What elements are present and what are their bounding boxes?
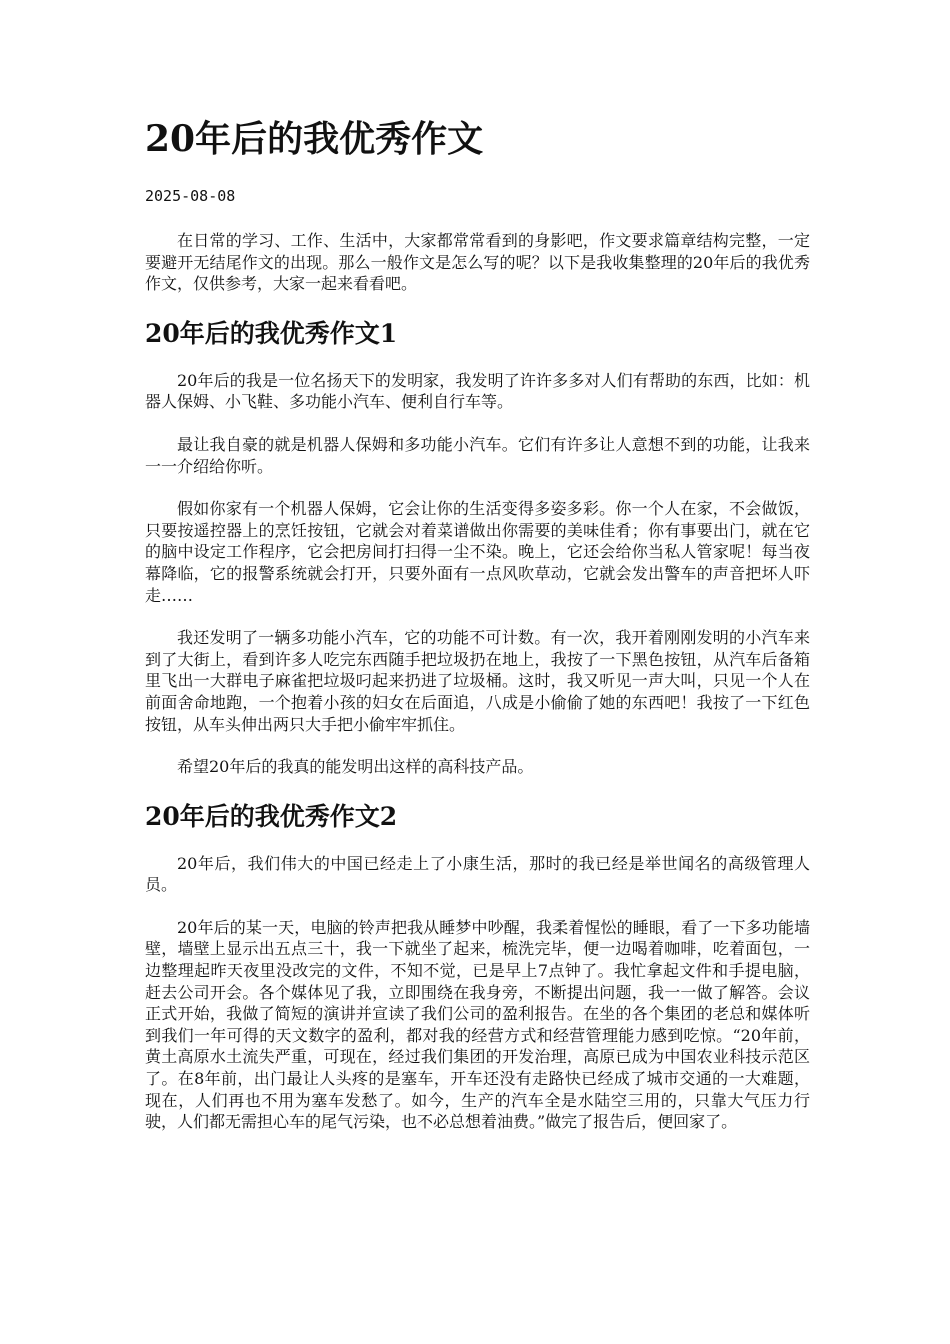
intro-paragraph: 在日常的学习、工作、生活中，大家都常常看到的身影吧，作文要求篇章结构完整，一定要避开无结尾作文的出现。那么一般作文是怎么写的呢？以下是我收集整理的20年后的我优秀作文，仅供参考，大家一起来看看吧。 [145, 231, 810, 294]
publish-date: 2025-08-08 [145, 187, 236, 205]
document-page [145, 110, 810, 1154]
paragraph: 我还发明了一辆多功能小汽车，它的功能不可计数。有一次，我开着刚刚发明的小汽车来到了大街上，看到许多人吃完东西随手把垃圾扔在地上，我按了一下黑色按钮，从汽车后备箱里飞出一大群电子麻雀把垃圾叼起来扔进了垃圾桶。这时，我又听见一声大叫，只见一个人在前面舍命地跑，一个抱着小孩的妇女在后面追，八成是小偷偷了她的东西吧！我按了一下红色按钮，从车头伸出两只大手把小偷牢牢抓住。 [145, 628, 810, 734]
essay-section-2 [145, 799, 810, 1133]
section-heading: 20年后的我优秀作文2 [145, 801, 398, 831]
page-title: 20年后的我优秀作文 [145, 118, 484, 160]
paragraph: 希望20年后的我真的能发明出这样的高科技产品。 [177, 757, 534, 777]
paragraph: 20年后的某一天，电脑的铃声把我从睡梦中吵醒，我柔着惺忪的睡眼，看了一下多功能墙壁，墙壁上显示出五点三十，我一下就坐了起来，梳洗完毕，便一边喝着咖啡，吃着面包，一边整理起昨天夜里没改完的文件，不知不觉，已是早上7点钟了。我忙拿起文件和手提电脑，赶去公司开会。各个媒体见了我，立即围绕在我身旁，不断提出问题，我一一做了解答。会议正式开始，我做了简短的演讲并宣读了我们公司的盈利报告。在坐的各个集团的老总和媒体听到我们一年可得的天文数字的盈利，都对我的经营方式和经营管理能力感到吃惊。“20年前，黄土高原水土流失严重，可现在，经过我们集团的开发治理，高原已成为中国农业科技示范区了。在8年前，出门最让人头疼的是塞车，开车还没有走路快已经成了城市交通的一大难题，现在，人们再也不用为塞车发愁了。如今，生产的汽车全是水陆空三用的，只靠大气压力行驶，人们都无需担心车的尾气污染，也不必总想着油费。”做完了报告后，便回家了。 [145, 917, 810, 1132]
section-heading: 20年后的我优秀作文1 [145, 318, 398, 348]
essay-section-1 [145, 316, 810, 778]
paragraph: 假如你家有一个机器人保姆，它会让你的生活变得多姿多彩。你一个人在家，不会做饭，只要按遥控器上的烹饪按钮，它就会对着菜谱做出你需要的美味佳肴；你有事要出门，就在它的脑中设定工作程序，它会把房间打扫得一尘不染。晚上，它还会给你当私人管家呢！每当夜幕降临，它的报警系统就会打开，只要外面有一点风吹草动，它就会发出警车的声音把坏人吓走…… [145, 499, 810, 605]
paragraph: 20年后，我们伟大的中国已经走上了小康生活，那时的我已经是举世闻名的高级管理人员。 [145, 853, 810, 895]
paragraph: 最让我自豪的就是机器人保姆和多功能小汽车。它们有许多让人意想不到的功能，让我来一一介绍给你听。 [145, 434, 810, 476]
paragraph: 20年后的我是一位名扬天下的发明家，我发明了许许多多对人们有帮助的东西，比如：机器人保姆、小飞鞋、多功能小汽车、便利自行车等。 [145, 370, 810, 412]
